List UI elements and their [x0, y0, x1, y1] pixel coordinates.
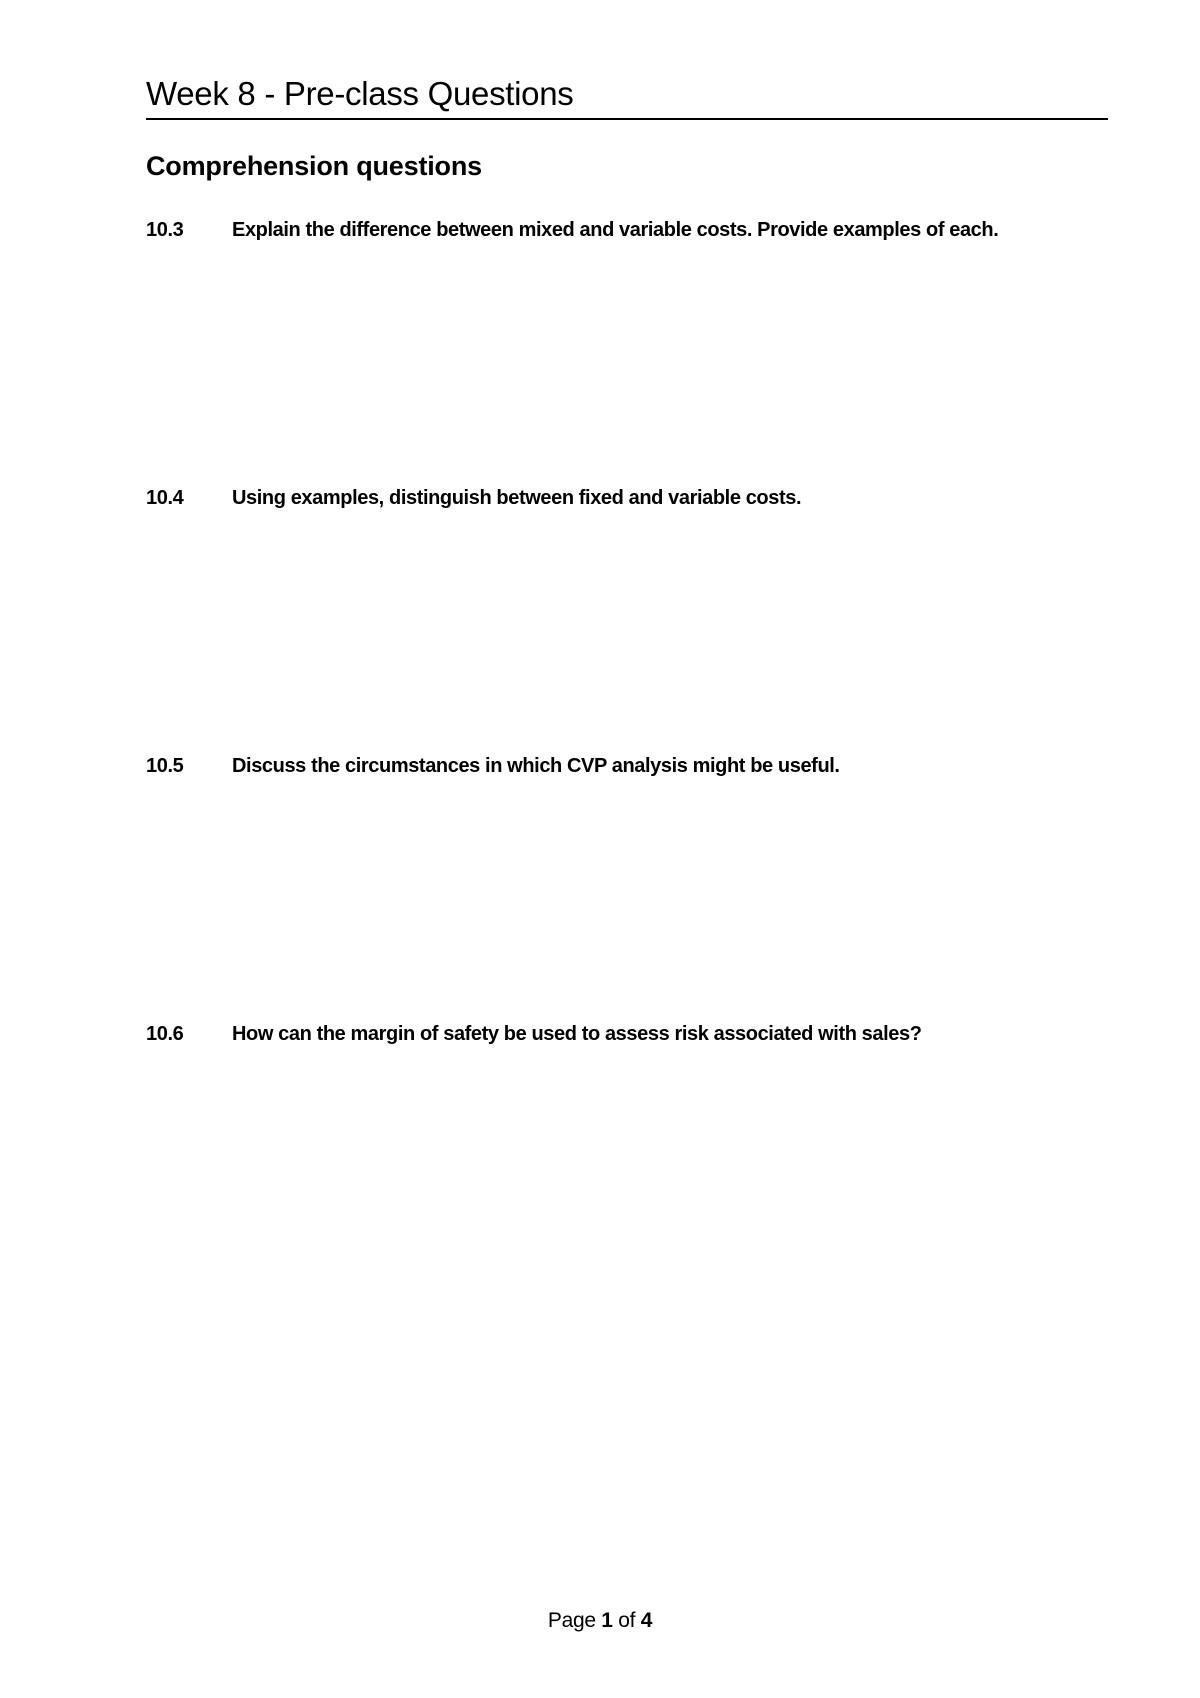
- question-10-6: [146, 1020, 1108, 1048]
- question-10-3: [146, 216, 1108, 244]
- page-footer: [0, 1607, 1200, 1635]
- question-text: How can the margin of safety be used to assess risk associated with sales?: [232, 1023, 922, 1045]
- answer-space-10-5: [146, 786, 1108, 1016]
- question-10-5: [146, 752, 1108, 780]
- footer-total-pages: 4: [640, 1609, 653, 1632]
- section-heading: Comprehension questions: [146, 151, 482, 181]
- answer-space-10-6: [146, 1054, 1108, 1574]
- question-text: Explain the difference between mixed and variable costs. Provide examples of each.: [232, 219, 999, 241]
- question-text: Using examples, distinguish between fixed and variable costs.: [232, 487, 802, 509]
- answer-space-10-4: [146, 518, 1108, 748]
- question-number: 10.5: [146, 755, 184, 777]
- question-10-4: [146, 484, 1108, 512]
- answer-space-10-3: [146, 250, 1108, 480]
- question-number: 10.6: [146, 1023, 184, 1045]
- question-text: Discuss the circumstances in which CVP analysis might be useful.: [232, 755, 840, 777]
- page-title: Week 8 - Pre-class Questions: [146, 72, 1108, 120]
- footer-current-page: 1: [601, 1609, 613, 1632]
- question-number: 10.3: [146, 219, 184, 241]
- footer-of-word: of: [618, 1609, 636, 1632]
- question-number: 10.4: [146, 487, 184, 509]
- footer-page-word: Page: [547, 1609, 596, 1632]
